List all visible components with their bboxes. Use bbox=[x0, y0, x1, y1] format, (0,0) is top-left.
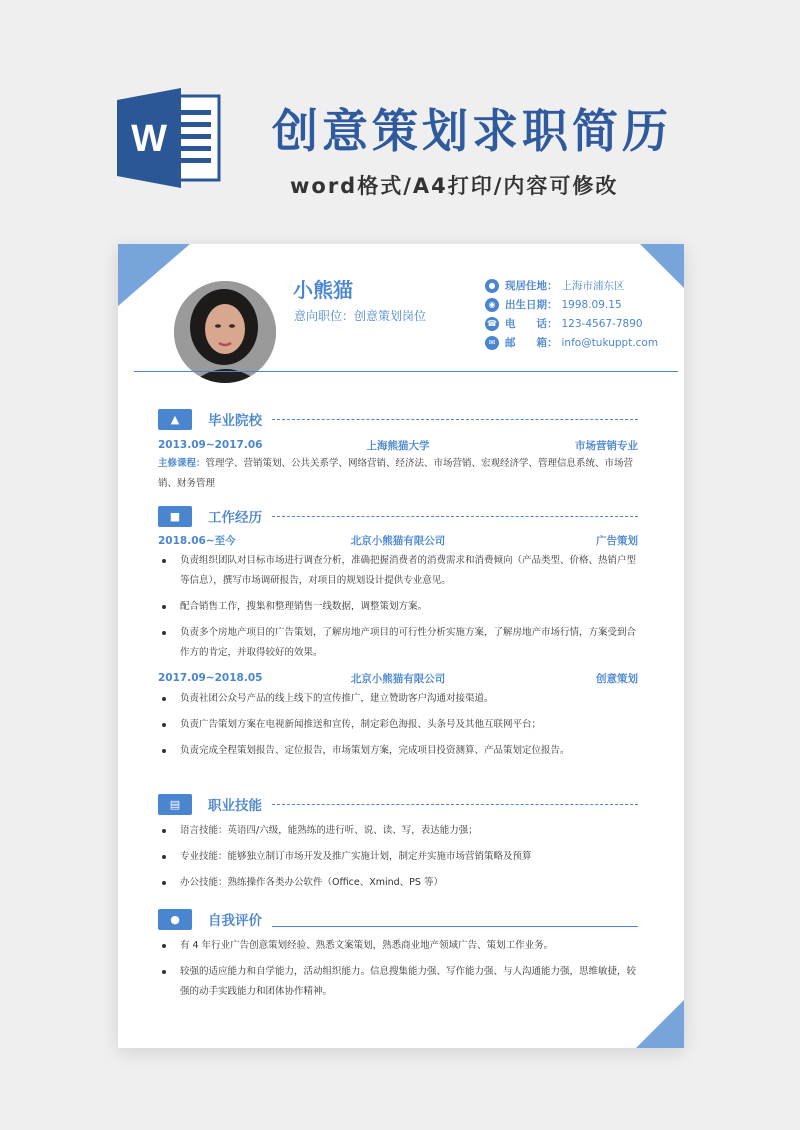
book-icon: ▤ bbox=[158, 794, 192, 815]
education-row: 2013.09~2017.06 上海熊猫大学 市场营销专业 bbox=[158, 439, 638, 452]
corner-decoration-top-left bbox=[118, 244, 190, 316]
contact-phone: ☎ 电 话： 123-4567-7890 bbox=[485, 314, 658, 333]
contact-birthday: ◉ 出生日期： 1998.09.15 bbox=[485, 295, 658, 314]
word-document-icon bbox=[117, 88, 225, 188]
self-evaluation-section bbox=[158, 908, 638, 1008]
briefcase-icon: ■ bbox=[158, 506, 192, 527]
list-item: 负责社团公众号产品的线上线下的宣传推广，建立赞助客户沟通对接渠道。 bbox=[158, 689, 638, 709]
contact-email: ✉ 邮 箱： info@tukuppt.com bbox=[485, 333, 658, 352]
location-icon: ● bbox=[485, 279, 499, 293]
job-intent: 意向职位：创意策划岗位 bbox=[294, 309, 427, 323]
section-divider bbox=[272, 419, 638, 420]
job-duties bbox=[158, 551, 638, 663]
word-letter: W bbox=[131, 118, 167, 160]
list-item: 配合销售工作，搜集和整理销售一线数据，调整策划方案。 bbox=[158, 597, 638, 617]
section-title: 毕业院校 bbox=[208, 413, 262, 429]
job-row: 2018.06~至今 北京小熊猫有限公司 广告策划 bbox=[158, 534, 638, 547]
section-title: 职业技能 bbox=[208, 798, 262, 814]
list-item: 办公技能：熟练操作各类办公软件（Office、Xmind、PS 等） bbox=[158, 873, 638, 893]
work-section bbox=[158, 505, 638, 767]
list-item: 负责组织团队对目标市场进行调查分析，准确把握消费者的消费需求和消费倾向（产品类型、价格、热销户型等信息），撰写市场调研报告，对项目的规划设计提供专业意见。 bbox=[158, 551, 638, 591]
section-title: 自我评价 bbox=[208, 913, 262, 929]
section-divider bbox=[272, 926, 638, 927]
section-divider bbox=[272, 804, 638, 805]
courses-text: 主修课程：管理学、营销策划、公共关系学、网络营销、经济法、市场营销、宏观经济学、管理信息系统、市场营销、财务管理 bbox=[158, 458, 634, 489]
birthday-icon: ◉ bbox=[485, 298, 499, 312]
profile-photo bbox=[174, 281, 276, 383]
banner-title: 创意策划求职简历 bbox=[272, 104, 672, 158]
list-item: 语言技能：英语四/六级，能熟练的进行听、说、读、写，表达能力强； bbox=[158, 821, 638, 841]
list-item: 负责完成全程策划报告、定位报告，市场策划方案，完成项目投资测算、产品策划定位报告。 bbox=[158, 741, 638, 761]
user-icon: ● bbox=[158, 909, 192, 930]
job-row: 2017.09~2018.05 北京小熊猫有限公司 创意策划 bbox=[158, 672, 638, 685]
skills-list bbox=[158, 821, 638, 893]
list-item: 有 4 年行业广告创意策划经验、熟悉文案策划，熟悉商业地产领域广告、策划工作业务。 bbox=[158, 936, 638, 956]
corner-decoration-bottom-right bbox=[636, 1000, 684, 1048]
job-duties bbox=[158, 689, 638, 761]
section-divider bbox=[272, 516, 638, 517]
education-section bbox=[158, 408, 638, 494]
list-item: 负责多个房地产项目的广告策划，了解房地产项目的可行性分析实施方案，了解房地产市场行情，方案受到合作方的肯定，并取得较好的效果。 bbox=[158, 623, 638, 663]
phone-icon: ☎ bbox=[485, 317, 499, 331]
skills-section bbox=[158, 793, 638, 899]
section-title: 工作经历 bbox=[208, 510, 262, 526]
mail-icon: ✉ bbox=[485, 336, 499, 350]
list-item: 专业技能：能够独立制订市场开发及推广实施计划，制定并实施市场营销策略及预算 bbox=[158, 847, 638, 867]
contact-list bbox=[485, 276, 658, 352]
header-divider bbox=[134, 371, 678, 372]
list-item: 负责广告策划方案在电视新闻推送和宣传，制定彩色海报、头条号及其他互联网平台； bbox=[158, 715, 638, 735]
banner-subtitle: word格式/A4打印/内容可修改 bbox=[290, 174, 619, 198]
resume-sheet bbox=[118, 244, 684, 1048]
list-item: 较强的适应能力和自学能力，活动组织能力。信息搜集能力强、写作能力强、与人沟通能力强，思维敏捷，较强的动手实践能力和团体协作精神。 bbox=[158, 962, 638, 1002]
self-evaluation-list bbox=[158, 936, 638, 1002]
contact-address: ● 现居住地： 上海市浦东区 bbox=[485, 276, 658, 295]
graduation-cap-icon: ▲ bbox=[158, 409, 192, 430]
candidate-name: 小熊猫 bbox=[293, 278, 353, 302]
